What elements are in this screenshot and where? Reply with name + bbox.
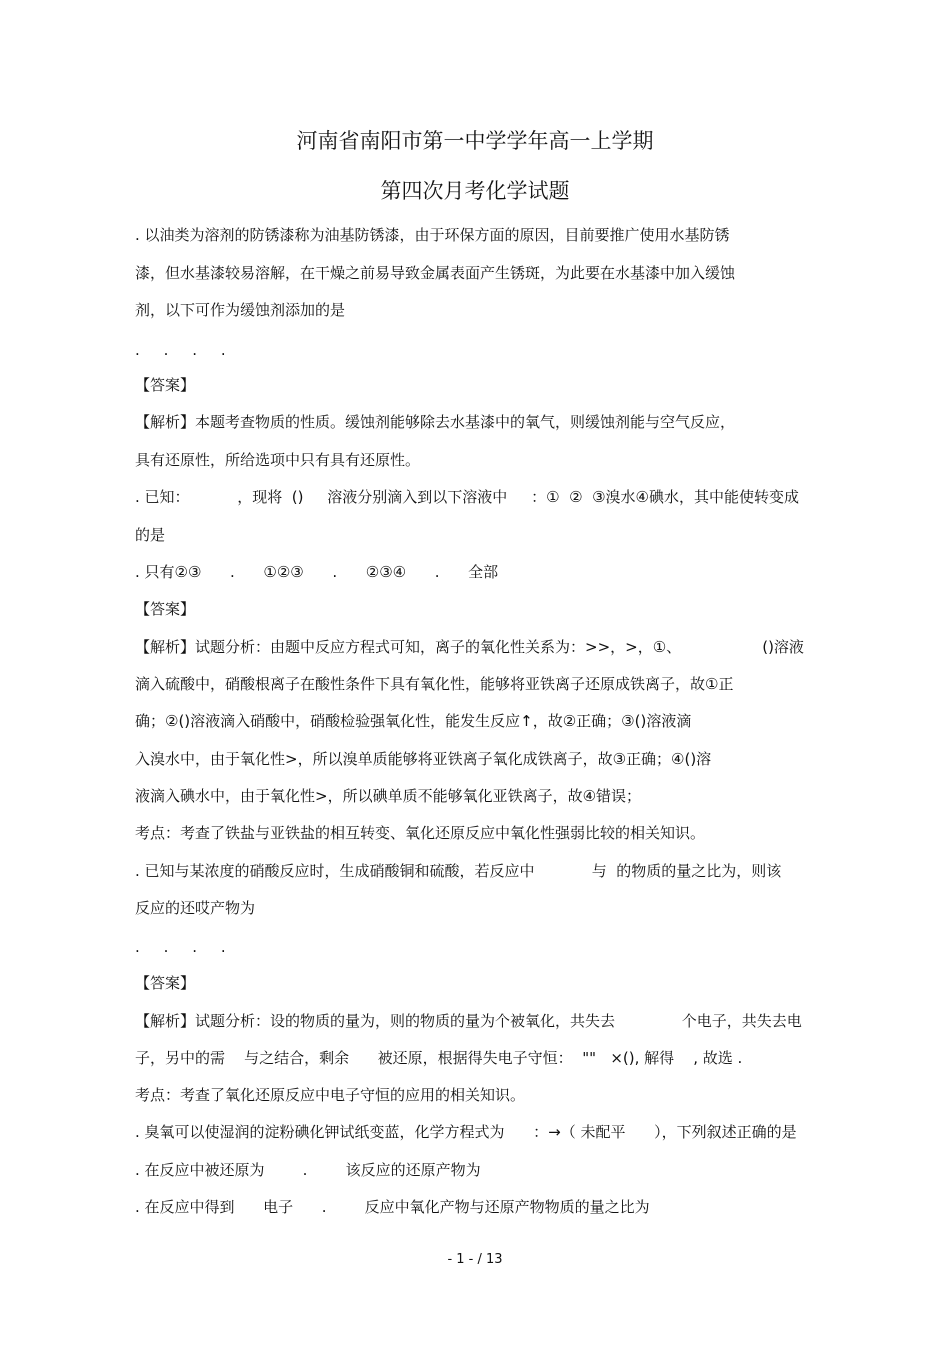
q3-analysis-line2: 子，另中的需 与之结合，剩余 被还原，根据得失电子守恒： "" ×(), 解得 , 故选 .	[135, 1049, 743, 1067]
q2-analysis-line5: 液滴入碘水中，由于氧化性>，所以碘单质不能够氧化亚铁离子，故④错误；	[135, 787, 642, 805]
q2-analysis-line3: 确；②()溶液滴入硝酸中，硝酸检验强氧化性，能发生反应↑，故②正确；③()溶液滴	[135, 712, 692, 730]
q3-line1: . 已知与某浓度的硝酸反应时，生成硝酸铜和硫酸，若反应中 与 的物质的量之比为，则该	[135, 862, 782, 880]
q2-analysis-line1: 【解析】试题分析：由题中反应方程式可知，离子的氧化性关系为：>>，>，①、 ()溶液	[135, 638, 804, 656]
document-title: 河南省南阳市第一中学学年高一上学期	[296, 129, 654, 153]
page-number: - 1 - / 13	[447, 1252, 503, 1267]
q4-option-b: . 在反应中得到 电子 . 反应中氧化产物与还原产物物质的量之比为	[135, 1198, 650, 1216]
q4-option-a: . 在反应中被还原为 . 该反应的还原产物为	[135, 1161, 481, 1179]
document-subtitle: 第四次月考化学试题	[380, 179, 570, 203]
q2-line2: 的是	[135, 526, 166, 544]
q1-line3: 剂，以下可作为缓蚀剂添加的是	[135, 301, 346, 319]
q4-line1: . 臭氧可以使湿润的淀粉碘化钾试纸变蓝，化学方程式为 ：→（ 未配平 ），下列叙述正确的是	[135, 1123, 797, 1141]
q1-analysis-line1: 【解析】本题考查物质的性质。缓蚀剂能够除去水基漆中的氧气，则缓蚀剂能与空气反应，	[135, 413, 736, 431]
q3-options: . . . .	[135, 938, 226, 956]
q3-point: 考点：考查了氧化还原反应中电子守恒的应用的相关知识。	[135, 1086, 526, 1104]
q2-analysis-line2: 滴入硫酸中，硝酸根离子在酸性条件下具有氧化性，能够将亚铁离子还原成铁离子，故①正	[135, 675, 734, 693]
q1-answer: 【答案】	[135, 376, 196, 394]
q3-analysis-line1: 【解析】试题分析：设的物质的量为，则的物质的量为个被氧化，共失去 个电子，共失去电	[135, 1012, 802, 1030]
q3-line2: 反应的还哎产物为	[135, 899, 256, 917]
q1-line2: 漆，但水基漆较易溶解，在干燥之前易导致金属表面产生锈斑，为此要在水基漆中加入缓蚀	[135, 264, 736, 282]
q2-answer: 【答案】	[135, 600, 196, 618]
q1-line1: . 以油类为溶剂的防锈漆称为油基防锈漆，由于环保方面的原因，目前要推广使用水基防锈	[135, 226, 730, 244]
q2-point: 考点：考查了铁盐与亚铁盐的相互转变、氧化还原反应中氧化性强弱比较的相关知识。	[135, 824, 706, 842]
q2-line1: . 已知： ，现将 () 溶液分别滴入到以下溶液中 ：① ② ③溴水④碘水，其中能使转变成	[135, 488, 800, 506]
q2-analysis-line4: 入溴水中，由于氧化性>，所以溴单质能够将亚铁离子氧化成铁离子，故③正确；④()溶	[135, 750, 712, 768]
q1-options: . . . .	[135, 341, 226, 359]
q2-options: . 只有②③ . ①②③ . ②③④ . 全部	[135, 563, 499, 581]
q1-analysis-line2: 具有还原性，所给选项中只有具有还原性。	[135, 451, 421, 469]
q3-answer: 【答案】	[135, 974, 196, 992]
